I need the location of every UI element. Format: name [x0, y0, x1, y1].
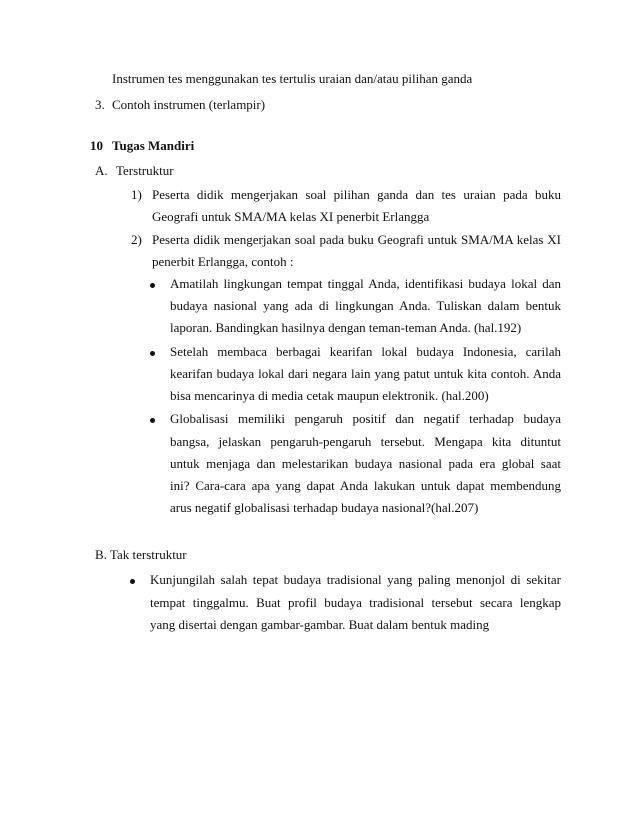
item-1-line-1: Peserta didik mengerjakan soal pilihan ganda dan tes uraian pada buku [152, 187, 561, 202]
bullet-3-line-4: ini? Cara-cara apa yang dapat Anda lakukan untuk dapat membendung [170, 478, 561, 493]
bullet-1-line-2: budaya nasional yang ada di lingkungan Anda. Tuliskan dalam bentuk [170, 298, 561, 313]
item-2-number: 2) [131, 232, 142, 247]
part-b-bullet-line-1: Kunjungilah salah tepat budaya tradisional yang paling menonjol di sekitar [150, 572, 561, 587]
section-10-title: Tugas Mandiri [112, 138, 195, 153]
bullet-dot-icon [130, 579, 135, 584]
part-b-title: B. Tak terstruktur [95, 547, 187, 562]
bullet-3-line-5: arus negatif globalisasi terhadap budaya nasional?(hal.207) [170, 500, 479, 515]
bullet-dot-icon [150, 418, 155, 423]
part-b-bullet-line-2: tempat tinggalmu. Buat profil budaya tradisional tersebut secara lengkap [150, 595, 561, 610]
bullet-dot-icon [150, 283, 155, 288]
bullet-2-line-1: Setelah membaca berbagai kearifan lokal budaya Indonesia, carilah [170, 344, 561, 359]
bullet-3-line-3: untuk menjaga dan melestarikan budaya nasional pada era global saat [170, 456, 561, 471]
item-2-line-1: Peserta didik mengerjakan soal pada buku Geografi untuk SMA/MA kelas XI [152, 232, 561, 247]
item-2-line-2: penerbit Erlangga, contoh : [152, 254, 294, 269]
item-3-text: Contoh instrumen (terlampir) [112, 97, 266, 112]
intro-line: Instrumen tes menggunakan tes tertulis uraian dan/atau pilihan ganda [112, 71, 473, 86]
bullet-2-line-3: bisa mencarinya di media cetak maupun elektronik. (hal.200) [170, 388, 489, 403]
item-1-line-2: Geografi untuk SMA/MA kelas XI penerbit Erlangga [152, 209, 430, 224]
bullet-3-line-2: bangsa, jelaskan pengaruh-pengaruh tersebut. Mengapa kita dituntut [170, 434, 561, 449]
part-b-bullet-line-3: yang disertai dengan gambar-gambar. Buat dalam bentuk mading [150, 617, 490, 632]
part-a-letter: A. [95, 163, 108, 178]
item-3-number: 3. [95, 97, 105, 112]
part-a-title: Terstruktur [116, 163, 174, 178]
bullet-3-line-1: Globalisasi memiliki pengaruh positif dan negatif terhadap budaya [170, 411, 561, 426]
bullet-1-line-1: Amatilah lingkungan tempat tinggal Anda, identifikasi budaya lokal dan [170, 276, 561, 291]
section-10-number: 10 [90, 138, 103, 153]
bullet-1-line-3: laporan. Bandingkan hasilnya dengan teman-teman Anda. (hal.192) [170, 320, 522, 335]
bullet-dot-icon [150, 351, 155, 356]
bullet-2-line-2: kearifan budaya lokal dari negara lain yang patut untuk kita contoh. Anda [170, 366, 561, 381]
item-1-number: 1) [131, 187, 142, 202]
